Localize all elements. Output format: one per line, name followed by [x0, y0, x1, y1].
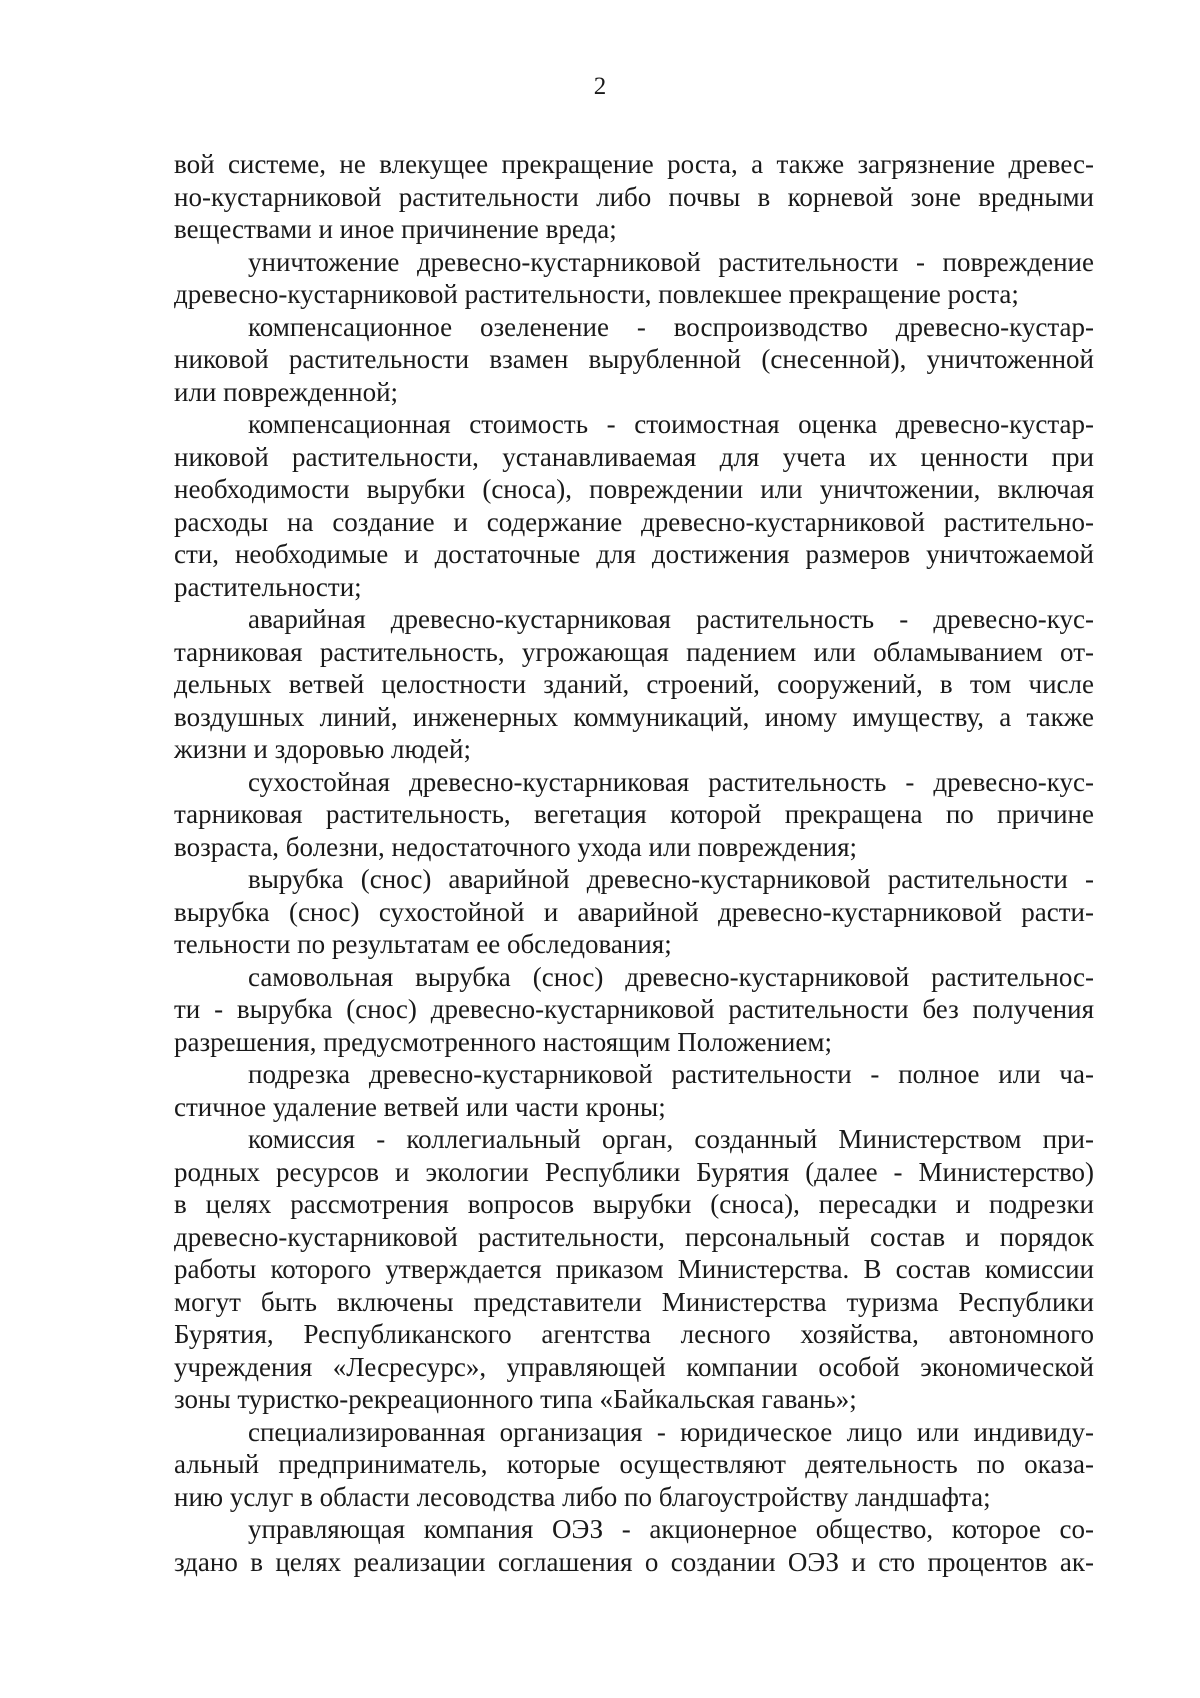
text-line: компенсационное озеленение - воспроизводство древесно-кустар- [248, 311, 1094, 342]
paragraph [174, 1123, 1094, 1416]
text-line: никовой растительности, устанавливаемая для учета их ценности при [174, 441, 1094, 472]
text-line: специализированная организация - юридическое лицо или индивиду- [248, 1416, 1094, 1447]
text-line: учреждения «Лесресурс», управляющей компании особой экономической [174, 1351, 1094, 1382]
text-line: комиссия - коллегиальный орган, созданный Министерством при- [248, 1124, 1094, 1154]
text-line: тарниковая растительность, вегетация которой прекращена по причине [174, 799, 1094, 829]
text-line: дельных ветвей целостности зданий, строений, сооружений, в том числе [174, 669, 1094, 699]
paragraph [174, 1416, 1094, 1514]
text-line: растительности; [174, 571, 362, 602]
text-line: аварийная древесно-кустарниковая растительность - древесно-кус- [248, 604, 1094, 634]
text-line: альный предприниматель, которые осуществляют деятельность по оказа- [174, 1449, 1094, 1479]
text-line: уничтожение древесно-кустарниковой растительности - повреждение [248, 246, 1094, 277]
text-line: сухостойная древесно-кустарниковая растительность - древесно-кус- [248, 766, 1094, 797]
text-line: нию услуг в области лесоводства либо по благоустройству ландшафта; [174, 1481, 991, 1512]
text-line: сти, необходимые и достаточные для достижения размеров уничтожаемой [174, 539, 1094, 569]
text-line: вырубка (снос) аварийной древесно-кустарниковой растительности - [248, 864, 1094, 894]
text-line: могут быть включены представители Министерства туризма Республики [174, 1286, 1094, 1317]
text-line: вой системе, не влекущее прекращение роста, а также загрязнение древес- [174, 149, 1094, 179]
text-line: расходы на создание и содержание древесно-кустарниковой растительно- [174, 506, 1094, 537]
text-line: в целях рассмотрения вопросов вырубки (сноса), пересадки и подрезки [174, 1189, 1094, 1219]
text-line: древесно-кустарниковой растительности, персональный состав и порядок [174, 1221, 1094, 1252]
text-line: воздушных линий, инженерных коммуникаций, иному имуществу, а также [174, 701, 1094, 732]
text-line: родных ресурсов и экологии Республики Бурятия (далее - Министерство) [174, 1156, 1094, 1187]
text-line: компенсационная стоимость - стоимостная оценка древесно-кустар- [248, 409, 1094, 439]
text-line: тарниковая растительность, угрожающая падением или обламыванием от- [174, 636, 1094, 667]
paragraph [174, 961, 1094, 1059]
text-line: вырубка (снос) сухостойной и аварийной древесно-кустарниковой расти- [174, 896, 1094, 927]
text-line: Бурятия, Республиканского агентства лесного хозяйства, автономного [174, 1319, 1094, 1349]
text-line: ти - вырубка (снос) древесно-кустарниковой растительности без получения [174, 994, 1094, 1024]
text-line: жизни и здоровью людей; [174, 734, 471, 764]
text-line: возраста, болезни, недостаточного ухода или повреждения; [174, 831, 858, 862]
text-line: древесно-кустарниковой растительности, повлекшее прекращение роста; [174, 279, 1019, 309]
text-line: подрезка древесно-кустарниковой растительности - полное или ча- [248, 1059, 1094, 1089]
paragraph [174, 863, 1094, 961]
text-line: разрешения, предусмотренного настоящим Положением; [174, 1026, 832, 1057]
text-line: самовольная вырубка (снос) древесно-кустарниковой растительнос- [248, 961, 1094, 992]
paragraph [174, 766, 1094, 864]
paragraph [174, 311, 1094, 409]
paragraph [174, 408, 1094, 603]
paragraph [174, 1513, 1094, 1578]
text-line: зоны туристко-рекреационного типа «Байкальская гавань»; [174, 1384, 857, 1414]
page-number: 2 [593, 73, 607, 100]
text-line: или поврежденной; [174, 376, 399, 407]
document-body [174, 148, 1094, 1578]
text-line: стичное удаление ветвей или части кроны; [174, 1091, 666, 1122]
text-line: необходимости вырубки (сноса), повреждении или уничтожении, включая [174, 474, 1094, 504]
paragraph [174, 1058, 1094, 1123]
paragraph [174, 148, 1094, 246]
text-line: веществами и иное причинение вреда; [174, 214, 617, 244]
text-line: здано в целях реализации соглашения о создании ОЭЗ и сто процентов ак- [174, 1546, 1094, 1577]
text-line: управляющая компания ОЭЗ - акционерное общество, которое со- [248, 1514, 1094, 1544]
paragraph [174, 603, 1094, 766]
paragraph [174, 246, 1094, 311]
text-line: никовой растительности взамен вырубленной (снесенной), уничтоженной [174, 344, 1094, 374]
text-line: тельности по результатам ее обследования; [174, 929, 672, 959]
text-line: работы которого утверждается приказом Министерства. В состав комиссии [174, 1254, 1094, 1284]
text-line: но-кустарниковой растительности либо почвы в корневой зоне вредными [174, 181, 1094, 212]
